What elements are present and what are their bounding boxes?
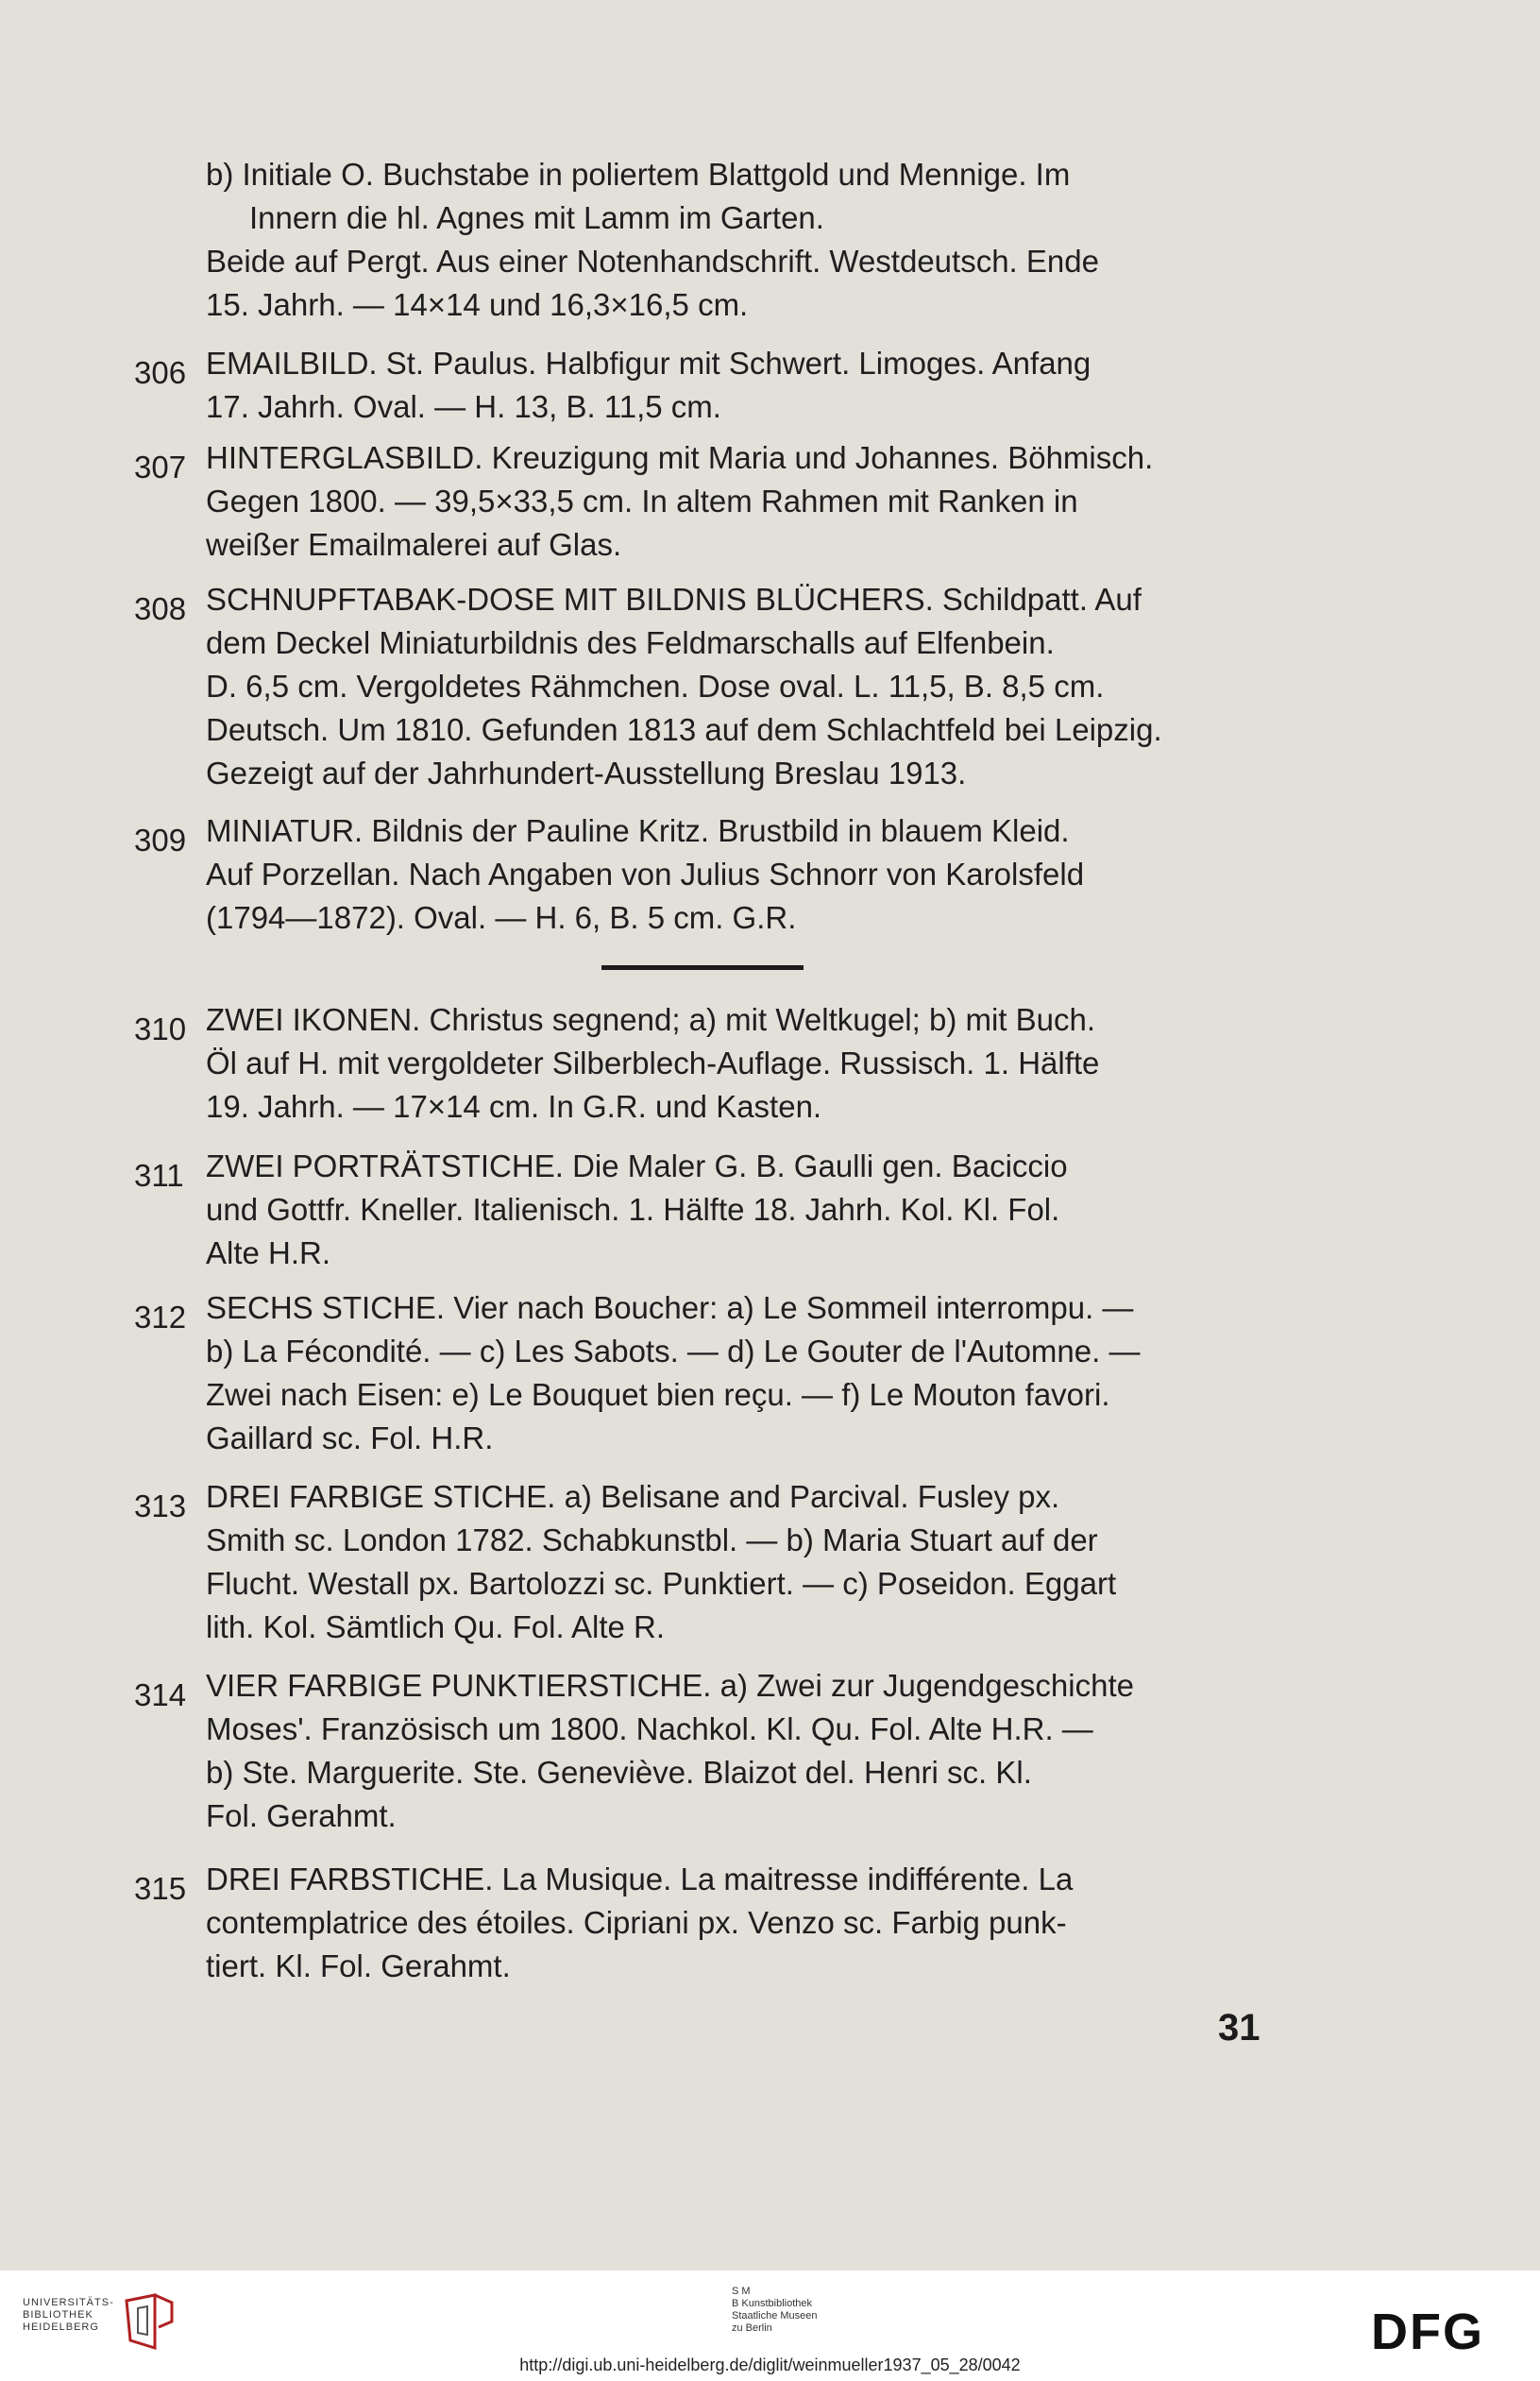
entry-text-line: ZWEI PORTRÄTSTICHE. Die Maler G. B. Gaulli gen. Baciccio bbox=[206, 1148, 1068, 1183]
entry-text-line: Auf Porzellan. Nach Angaben von Julius Schnorr von Karolsfeld bbox=[206, 857, 1085, 892]
entry-text-line: Moses'. Französisch um 1800. Nachkol. Kl. Qu. Fol. Alte H.R. — bbox=[206, 1711, 1093, 1746]
entry-number: 308 bbox=[134, 591, 187, 626]
entry-number: 307 bbox=[134, 450, 187, 485]
uni-logo-line-1: UNIVERSITÄTS- bbox=[23, 2297, 114, 2308]
page-url-link[interactable]: http://digi.ub.uni-heidelberg.de/diglit/weinmueller1937_05_28/0042 bbox=[519, 2355, 1021, 2374]
entry-text-line: SCHNUPFTABAK-DOSE MIT BILDNIS BLÜCHERS. Schildpatt. Auf bbox=[206, 582, 1142, 617]
entry-text-line: lith. Kol. Sämtlich Qu. Fol. Alte R. bbox=[206, 1609, 666, 1644]
entry-text-line: und Gottfr. Kneller. Italienisch. 1. Hälfte 18. Jahrh. Kol. Kl. Fol. bbox=[206, 1192, 1060, 1227]
entry-text-line: Gaillard sc. Fol. H.R. bbox=[206, 1420, 494, 1455]
entry-text-line: D. 6,5 cm. Vergoldetes Rähmchen. Dose oval. L. 11,5, B. 8,5 cm. bbox=[206, 669, 1105, 704]
sm-logo-line-4: zu Berlin bbox=[732, 2322, 772, 2334]
entry-text-line: HINTERGLASBILD. Kreuzigung mit Maria und Johannes. Böhmisch. bbox=[206, 440, 1154, 475]
entry-text-line: VIER FARBIGE PUNKTIERSTICHE. a) Zwei zur Jugendgeschichte bbox=[206, 1668, 1134, 1703]
staatliche-museen-logo[interactable] bbox=[732, 2286, 818, 2335]
entry-number: 310 bbox=[134, 1012, 187, 1046]
entry-text-line: DREI FARBIGE STICHE. a) Belisane and Parcival. Fusley px. bbox=[206, 1479, 1060, 1514]
uni-logo-line-2: BIBLIOTHEK bbox=[23, 2309, 93, 2321]
entry-text-line: Deutsch. Um 1810. Gefunden 1813 auf dem Schlachtfeld bei Leipzig. bbox=[206, 712, 1162, 747]
entry-number: 312 bbox=[134, 1300, 187, 1335]
entry-text-line: Beide auf Pergt. Aus einer Notenhandschrift. Westdeutsch. Ende bbox=[206, 244, 1099, 279]
entry-text-line: (1794—1872). Oval. — H. 6, B. 5 cm. G.R. bbox=[206, 900, 797, 935]
entry-text-line: b) Ste. Marguerite. Ste. Geneviève. Blaizot del. Henri sc. Kl. bbox=[206, 1755, 1032, 1790]
entry-number: 309 bbox=[134, 823, 187, 858]
sm-logo-line-1: S M bbox=[732, 2286, 751, 2297]
entry-text-line: Gezeigt auf der Jahrhundert-Ausstellung Breslau 1913. bbox=[206, 756, 967, 791]
sm-logo-line-2: B Kunstbibliothek bbox=[732, 2298, 812, 2309]
heidelberg-emblem-icon bbox=[117, 2293, 183, 2354]
entry-text-line: 17. Jahrh. Oval. — H. 13, B. 11,5 cm. bbox=[206, 389, 721, 424]
entry-text-line: weißer Emailmalerei auf Glas. bbox=[206, 527, 622, 562]
entry-text-line: ZWEI IKONEN. Christus segnend; a) mit Weltkugel; b) mit Buch. bbox=[206, 1002, 1096, 1037]
entry-text-line: dem Deckel Miniaturbildnis des Feldmarschalls auf Elfenbein. bbox=[206, 625, 1055, 660]
viewer-footer bbox=[0, 2270, 1540, 2381]
page-number: 31 bbox=[1218, 2007, 1261, 2049]
section-divider bbox=[601, 965, 804, 970]
university-library-logo[interactable] bbox=[23, 2297, 114, 2334]
uni-logo-line-3: HEIDELBERG bbox=[23, 2321, 99, 2333]
entry-text-line: Öl auf H. mit vergoldeter Silberblech-Auflage. Russisch. 1. Hälfte bbox=[206, 1046, 1100, 1080]
entry-number: 315 bbox=[134, 1871, 187, 1906]
entry-text-line: Zwei nach Eisen: e) Le Bouquet bien reçu. — f) Le Mouton favori. bbox=[206, 1377, 1110, 1412]
entry-number: 313 bbox=[134, 1488, 187, 1523]
entry-text-line: EMAILBILD. St. Paulus. Halbfigur mit Schwert. Limoges. Anfang bbox=[206, 346, 1092, 381]
entry-text-line: Gegen 1800. — 39,5×33,5 cm. In altem Rahmen mit Ranken in bbox=[206, 484, 1078, 519]
entry-text-line: Alte H.R. bbox=[206, 1235, 331, 1270]
entry-text-line: SECHS STICHE. Vier nach Boucher: a) Le Sommeil interrompu. — bbox=[206, 1290, 1134, 1325]
entry-number: 306 bbox=[134, 355, 187, 390]
entry-text-line: MINIATUR. Bildnis der Pauline Kritz. Brustbild in blauem Kleid. bbox=[206, 813, 1070, 848]
entry-text-line: Flucht. Westall px. Bartolozzi sc. Punktiert. — c) Poseidon. Eggart bbox=[206, 1566, 1117, 1601]
entry-text-line: b) La Fécondité. — c) Les Sabots. — d) Le Gouter de l'Automne. — bbox=[206, 1334, 1141, 1369]
entry-text-line: contemplatrice des étoiles. Cipriani px. Venzo sc. Farbig punk- bbox=[206, 1905, 1067, 1940]
entry-text-line: DREI FARBSTICHE. La Musique. La maitresse indifférente. La bbox=[206, 1862, 1074, 1896]
entry-text-line: tiert. Kl. Fol. Gerahmt. bbox=[206, 1948, 511, 1983]
sm-logo-line-3: Staatliche Museen bbox=[732, 2310, 818, 2321]
entry-number: 314 bbox=[134, 1677, 187, 1712]
entry-text-line: 19. Jahrh. — 17×14 cm. In G.R. und Kasten. bbox=[206, 1089, 822, 1124]
entry-text-line: Fol. Gerahmt. bbox=[206, 1798, 397, 1833]
entry-number: 311 bbox=[134, 1158, 184, 1193]
entry-text-line: 15. Jahrh. — 14×14 und 16,3×16,5 cm. bbox=[206, 287, 749, 322]
entry-text-line: Innern die hl. Agnes mit Lamm im Garten. bbox=[249, 200, 824, 235]
dfg-logo[interactable]: DFG bbox=[1371, 2304, 1484, 2360]
entry-text-line: Smith sc. London 1782. Schabkunstbl. — b) Maria Stuart auf der bbox=[206, 1522, 1098, 1557]
entry-text-line: b) Initiale O. Buchstabe in poliertem Blattgold und Mennige. Im bbox=[206, 157, 1071, 192]
